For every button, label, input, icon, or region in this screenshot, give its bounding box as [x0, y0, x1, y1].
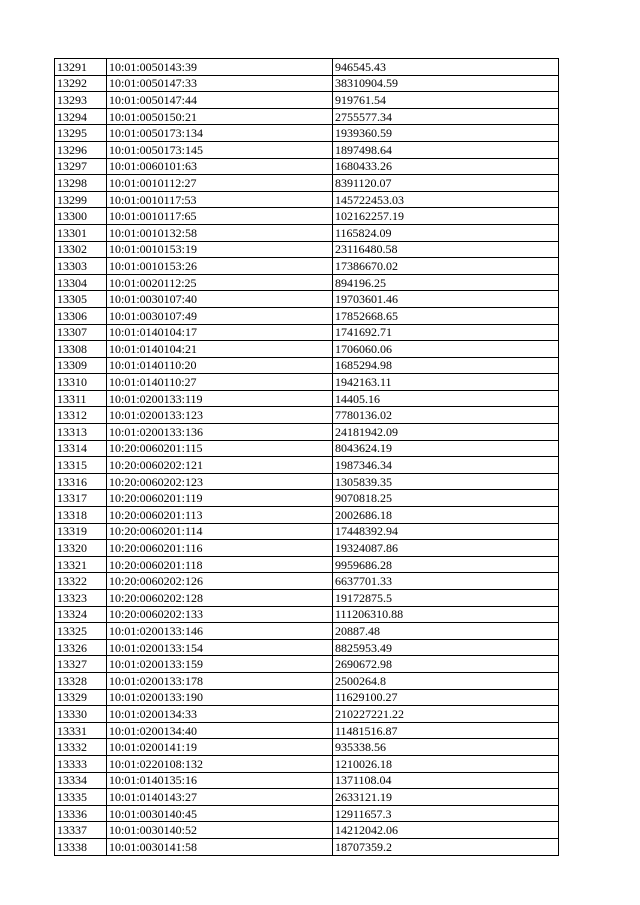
value-cell: 111206310.88 [333, 606, 559, 623]
cadastral-number-cell: 10:01:0140110:20 [107, 357, 333, 374]
row-number-cell: 13329 [55, 689, 107, 706]
cadastral-number-cell: 10:01:0050147:44 [107, 92, 333, 109]
value-cell: 8391120.07 [333, 175, 559, 192]
row-number-cell: 13296 [55, 141, 107, 158]
table-row [55, 175, 559, 192]
row-number-cell: 13308 [55, 341, 107, 358]
cadastral-number-cell: 10:01:0140143:27 [107, 789, 333, 806]
row-number-cell: 13325 [55, 623, 107, 640]
cadastral-number-cell: 10:20:0060201:115 [107, 440, 333, 457]
value-cell: 11629100.27 [333, 689, 559, 706]
value-cell: 9070818.25 [333, 490, 559, 507]
row-number-cell: 13300 [55, 208, 107, 225]
cadastral-number-cell: 10:01:0200133:159 [107, 656, 333, 673]
table-row [55, 108, 559, 125]
cadastral-number-cell: 10:01:0200133:146 [107, 623, 333, 640]
value-cell: 2755577.34 [333, 108, 559, 125]
row-number-cell: 13332 [55, 739, 107, 756]
row-number-cell: 13293 [55, 92, 107, 109]
cadastral-number-cell: 10:01:0200133:190 [107, 689, 333, 706]
cadastral-number-cell: 10:01:0050143:39 [107, 59, 333, 76]
table-row [55, 590, 559, 607]
value-cell: 102162257.19 [333, 208, 559, 225]
cadastral-number-cell: 10:01:0200141:19 [107, 739, 333, 756]
value-cell: 1305839.35 [333, 473, 559, 490]
table-row [55, 507, 559, 524]
value-cell: 1165824.09 [333, 224, 559, 241]
table-row [55, 689, 559, 706]
cadastral-number-cell: 10:20:0060201:113 [107, 507, 333, 524]
cadastral-number-cell: 10:01:0030140:45 [107, 805, 333, 822]
table-row [55, 772, 559, 789]
row-number-cell: 13312 [55, 407, 107, 424]
table-row [55, 407, 559, 424]
row-number-cell: 13317 [55, 490, 107, 507]
row-number-cell: 13335 [55, 789, 107, 806]
table-row [55, 805, 559, 822]
cadastral-number-cell: 10:20:0060202:128 [107, 590, 333, 607]
value-cell: 19172875.5 [333, 590, 559, 607]
cadastral-value-table [54, 58, 559, 856]
table-row [55, 739, 559, 756]
cadastral-number-cell: 10:01:0060101:63 [107, 158, 333, 175]
table-row [55, 490, 559, 507]
table-row [55, 722, 559, 739]
cadastral-number-cell: 10:01:0200133:178 [107, 672, 333, 689]
cadastral-number-cell: 10:20:0060201:116 [107, 540, 333, 557]
cadastral-number-cell: 10:01:0140110:27 [107, 374, 333, 391]
row-number-cell: 13299 [55, 191, 107, 208]
table-row [55, 141, 559, 158]
table-row [55, 75, 559, 92]
value-cell: 894196.25 [333, 274, 559, 291]
row-number-cell: 13304 [55, 274, 107, 291]
row-number-cell: 13322 [55, 573, 107, 590]
cadastral-number-cell: 10:20:0060202:123 [107, 473, 333, 490]
value-cell: 12911657.3 [333, 805, 559, 822]
row-number-cell: 13316 [55, 473, 107, 490]
value-cell: 210227221.22 [333, 706, 559, 723]
row-number-cell: 13295 [55, 125, 107, 142]
cadastral-number-cell: 10:01:0050173:145 [107, 141, 333, 158]
table-row [55, 473, 559, 490]
cadastral-number-cell: 10:01:0020112:25 [107, 274, 333, 291]
row-number-cell: 13309 [55, 357, 107, 374]
value-cell: 1210026.18 [333, 755, 559, 772]
row-number-cell: 13321 [55, 556, 107, 573]
row-number-cell: 13294 [55, 108, 107, 125]
table-row [55, 291, 559, 308]
cadastral-number-cell: 10:01:0140135:16 [107, 772, 333, 789]
table-row [55, 390, 559, 407]
row-number-cell: 13318 [55, 507, 107, 524]
value-cell: 7780136.02 [333, 407, 559, 424]
value-cell: 19703601.46 [333, 291, 559, 308]
row-number-cell: 13314 [55, 440, 107, 457]
value-cell: 1939360.59 [333, 125, 559, 142]
row-number-cell: 13319 [55, 523, 107, 540]
table-row [55, 706, 559, 723]
cadastral-number-cell: 10:01:0140104:21 [107, 341, 333, 358]
row-number-cell: 13311 [55, 390, 107, 407]
value-cell: 6637701.33 [333, 573, 559, 590]
value-cell: 11481516.87 [333, 722, 559, 739]
row-number-cell: 13336 [55, 805, 107, 822]
table-row [55, 822, 559, 839]
row-number-cell: 13320 [55, 540, 107, 557]
value-cell: 24181942.09 [333, 424, 559, 441]
table-row [55, 274, 559, 291]
table-row [55, 656, 559, 673]
row-number-cell: 13310 [55, 374, 107, 391]
value-cell: 919761.54 [333, 92, 559, 109]
cadastral-number-cell: 10:01:0200133:154 [107, 639, 333, 656]
cadastral-number-cell: 10:01:0010153:26 [107, 258, 333, 275]
table-row [55, 440, 559, 457]
cadastral-number-cell: 10:01:0030141:58 [107, 838, 333, 855]
row-number-cell: 13327 [55, 656, 107, 673]
value-cell: 38310904.59 [333, 75, 559, 92]
row-number-cell: 13330 [55, 706, 107, 723]
cadastral-number-cell: 10:01:0050150:21 [107, 108, 333, 125]
table-row [55, 556, 559, 573]
table-row [55, 789, 559, 806]
table-row [55, 208, 559, 225]
row-number-cell: 13338 [55, 838, 107, 855]
value-cell: 145722453.03 [333, 191, 559, 208]
table-row [55, 357, 559, 374]
row-number-cell: 13303 [55, 258, 107, 275]
row-number-cell: 13337 [55, 822, 107, 839]
cadastral-number-cell: 10:01:0030107:49 [107, 307, 333, 324]
table-row [55, 672, 559, 689]
value-cell: 1897498.64 [333, 141, 559, 158]
table-row [55, 523, 559, 540]
cadastral-number-cell: 10:20:0060202:121 [107, 457, 333, 474]
row-number-cell: 13328 [55, 672, 107, 689]
row-number-cell: 13331 [55, 722, 107, 739]
row-number-cell: 13333 [55, 755, 107, 772]
table-row [55, 838, 559, 855]
row-number-cell: 13291 [55, 59, 107, 76]
table-row [55, 125, 559, 142]
value-cell: 2500264.8 [333, 672, 559, 689]
value-cell: 1371108.04 [333, 772, 559, 789]
row-number-cell: 13292 [55, 75, 107, 92]
value-cell: 2690672.98 [333, 656, 559, 673]
table-row [55, 573, 559, 590]
value-cell: 1942163.11 [333, 374, 559, 391]
cadastral-number-cell: 10:01:0220108:132 [107, 755, 333, 772]
row-number-cell: 13326 [55, 639, 107, 656]
cadastral-number-cell: 10:20:0060201:118 [107, 556, 333, 573]
cadastral-number-cell: 10:01:0200133:123 [107, 407, 333, 424]
value-cell: 2633121.19 [333, 789, 559, 806]
cadastral-number-cell: 10:01:0010117:53 [107, 191, 333, 208]
row-number-cell: 13301 [55, 224, 107, 241]
value-cell: 14212042.06 [333, 822, 559, 839]
row-number-cell: 13315 [55, 457, 107, 474]
value-cell: 17448392.94 [333, 523, 559, 540]
value-cell: 1706060.06 [333, 341, 559, 358]
table-row [55, 540, 559, 557]
cadastral-number-cell: 10:01:0200134:40 [107, 722, 333, 739]
row-number-cell: 13324 [55, 606, 107, 623]
table-row [55, 755, 559, 772]
value-cell: 23116480.58 [333, 241, 559, 258]
row-number-cell: 13334 [55, 772, 107, 789]
value-cell: 1987346.34 [333, 457, 559, 474]
cadastral-number-cell: 10:01:0010153:19 [107, 241, 333, 258]
cadastral-number-cell: 10:01:0200134:33 [107, 706, 333, 723]
cadastral-number-cell: 10:01:0050147:33 [107, 75, 333, 92]
value-cell: 8825953.49 [333, 639, 559, 656]
table-row [55, 307, 559, 324]
cadastral-number-cell: 10:01:0010132:58 [107, 224, 333, 241]
value-cell: 17386670.02 [333, 258, 559, 275]
row-number-cell: 13305 [55, 291, 107, 308]
cadastral-number-cell: 10:20:0060201:114 [107, 523, 333, 540]
cadastral-number-cell: 10:20:0060201:119 [107, 490, 333, 507]
table-row [55, 224, 559, 241]
value-cell: 8043624.19 [333, 440, 559, 457]
cadastral-number-cell: 10:20:0060202:133 [107, 606, 333, 623]
cadastral-number-cell: 10:01:0140104:17 [107, 324, 333, 341]
row-number-cell: 13323 [55, 590, 107, 607]
value-cell: 14405.16 [333, 390, 559, 407]
value-cell: 20887.48 [333, 623, 559, 640]
row-number-cell: 13307 [55, 324, 107, 341]
table-row [55, 623, 559, 640]
table-row [55, 258, 559, 275]
table-row [55, 374, 559, 391]
table-row [55, 424, 559, 441]
table-body [55, 59, 559, 856]
row-number-cell: 13302 [55, 241, 107, 258]
table-row [55, 606, 559, 623]
cadastral-number-cell: 10:01:0200133:136 [107, 424, 333, 441]
table-row [55, 457, 559, 474]
value-cell: 1741692.71 [333, 324, 559, 341]
value-cell: 17852668.65 [333, 307, 559, 324]
cadastral-number-cell: 10:01:0200133:119 [107, 390, 333, 407]
row-number-cell: 13298 [55, 175, 107, 192]
row-number-cell: 13306 [55, 307, 107, 324]
cadastral-number-cell: 10:01:0030140:52 [107, 822, 333, 839]
value-cell: 1680433.26 [333, 158, 559, 175]
value-cell: 946545.43 [333, 59, 559, 76]
value-cell: 2002686.18 [333, 507, 559, 524]
cadastral-number-cell: 10:20:0060202:126 [107, 573, 333, 590]
row-number-cell: 13313 [55, 424, 107, 441]
cadastral-number-cell: 10:01:0010117:65 [107, 208, 333, 225]
row-number-cell: 13297 [55, 158, 107, 175]
cadastral-number-cell: 10:01:0050173:134 [107, 125, 333, 142]
table-row [55, 158, 559, 175]
value-cell: 935338.56 [333, 739, 559, 756]
cadastral-number-cell: 10:01:0010112:27 [107, 175, 333, 192]
value-cell: 19324087.86 [333, 540, 559, 557]
table-row [55, 341, 559, 358]
table-row [55, 639, 559, 656]
table-row [55, 59, 559, 76]
table-row [55, 92, 559, 109]
value-cell: 18707359.2 [333, 838, 559, 855]
table-row [55, 191, 559, 208]
value-cell: 1685294.98 [333, 357, 559, 374]
table-row [55, 324, 559, 341]
value-cell: 9959686.28 [333, 556, 559, 573]
cadastral-number-cell: 10:01:0030107:40 [107, 291, 333, 308]
table-row [55, 241, 559, 258]
